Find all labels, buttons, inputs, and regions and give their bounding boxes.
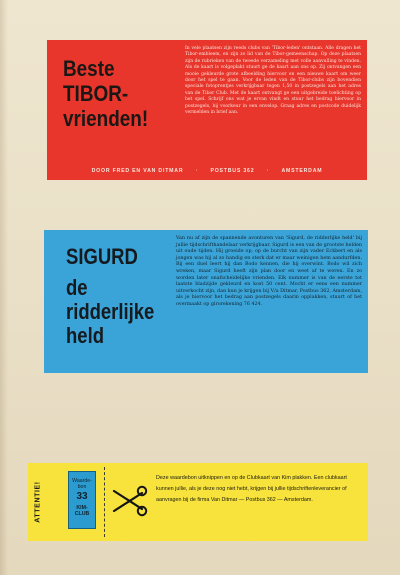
page-edge-shadow bbox=[0, 0, 8, 575]
badge-line: Waarde- bbox=[72, 478, 92, 484]
badge-number: 33 bbox=[76, 491, 88, 502]
tibor-title-line: TIBOR- bbox=[63, 81, 129, 106]
scissors-icon bbox=[108, 483, 148, 519]
footer-separator: · bbox=[266, 168, 270, 174]
sigurd-title-name: SIGURD bbox=[66, 244, 138, 269]
tibor-friends-title bbox=[63, 56, 166, 131]
tibor-title-line: vrienden! bbox=[63, 106, 149, 131]
sigurd-panel bbox=[44, 230, 368, 373]
badge-line: bon bbox=[77, 484, 87, 490]
tibor-title-line: Beste bbox=[63, 56, 115, 81]
tibor-friends-body: In vele plaatsen zijn reeds clubs van 'Tibor-leden' ontstaan. Alle dragen het Tibor-embleem, en zijn zo lid van de Tibor-gemeenschap. Op deze plaatsen zijn de rubrieken van de tweede verzameling met volle aanvulling te vinden. Als de kaart is volgeplakt stuurt ge de kaart aan ons op. Zij ontvangen een mooie gekleurde grote afbeelding hiervoor en een nieuwe kaart om weer door het spel te gaan. Voor de leden van de Tibor-clubs zijn bovendien speciale fotoprentjes verkrijgbaar tegen 1,50 in postzegels aan het adres van de Tibor Club. Met de kaart ontvangt ge een uitgebreide toelichting op het spel. Schrijf ons wat je ervan vindt en stuur het bedrag hiervoor in postzegels, bij voorkeur in een envelop. Graag adres en postcode duidelijk vermelden in brief aan. bbox=[185, 46, 361, 116]
sigurd-subtitle-line: de bbox=[66, 275, 88, 300]
tibor-friends-panel bbox=[47, 40, 367, 180]
sigurd-subtitle-line: held bbox=[66, 323, 104, 348]
attention-label bbox=[32, 463, 43, 541]
publisher-name: DOOR FRED EN VAN DITMAR bbox=[91, 168, 184, 174]
sigurd-subtitle-line: ridderlijke bbox=[66, 299, 155, 324]
sigurd-body: Van nu af zijn de spannende avonturen van 'Sigurd, de ridderlijke held' bij jullie tijdschrifthandelaar verkrijgbaar. Sigurd is een van de grootste helden uit oude tijden. Hij groeide op, op de burcht van zijn vader Eckbert en als jongen was hij al zo handig en sterk dat er maar weinigen hem aandurfden. Bij een duel leert hij dan Bodo kennen, die hij overwint. Bodo wil zich wreken, maar Sigurd heeft zijn plan door en weet af te weren. En zo worden later onafscheidelijke vrienden. Elk nummer is van de eerste tot laatste bladzijde gekleurd en kost 50 cent. Mocht er eens een nummer uitverkocht zijn, dan kun je krijgen bij V/a Ditmar, Postbus 362, Amsterdam, als je hiervoor het bedrag aan postzegels daarin opplakken, stuurt of het overmaakt op girorekening 76 424. bbox=[176, 236, 362, 307]
publisher-postbox: POSTBUS 362 bbox=[210, 168, 255, 174]
publisher-city: AMSTERDAM bbox=[281, 168, 323, 174]
coupon-instructions: Deze waardebon uitknippen en op de Clubkaart van Kim plakken. Een clubkaart kunnen jullie, als je deze nog niet hebt, krijgen bij jullie tijdschriftenleverancier of aanvragen bij de firma Van Ditmar — Postbus 362 — Amsterdam. bbox=[156, 475, 347, 503]
attention-label-text: ATTENTIE! bbox=[34, 481, 41, 523]
kim-club-coupon[interactable] bbox=[28, 463, 368, 541]
sigurd-title bbox=[66, 244, 158, 348]
footer-separator: · bbox=[195, 168, 199, 174]
publisher-footer bbox=[47, 168, 367, 174]
badge-line: KIM- bbox=[76, 505, 88, 511]
badge-line: CLUB bbox=[74, 511, 90, 517]
voucher-badge bbox=[68, 471, 96, 529]
cut-line bbox=[104, 467, 105, 537]
